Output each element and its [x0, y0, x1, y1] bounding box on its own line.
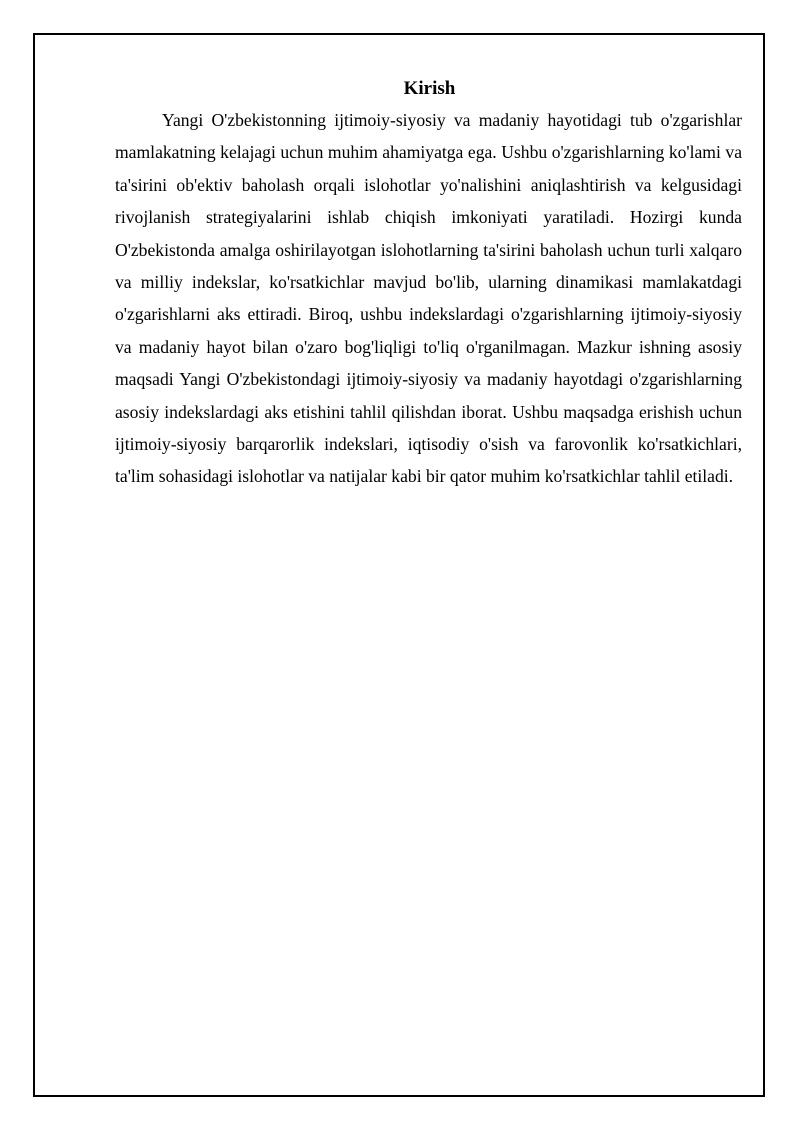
section-title: Kirish: [403, 78, 456, 99]
intro-paragraph: Yangi O'zbekistonning ijtimoiy-siyosiy va madaniy hayotidagi tub o'zgarishlar mamlakatning kelajagi uchun muhim ahamiyatga ega. Ushbu o'zgarishlarning ko'lami va ta'sirini ob'ektiv baholash orqali islohotlar yo'nalishini aniqlashtirish va kelgusidagi rivojlanish strategiyalarini ishlab chiqish imkoniyati yaratiladi. Hozirgi kunda O'zbekistonda amalga oshirilayotgan islohotlarning ta'sirini baholash uchun turli xalqaro va milliy indekslar, ko'rsatkichlar mavjud bo'lib, ularning dinamikasi mamlakatdagi o'zgarishlarni aks ettiradi. Biroq, ushbu indekslardagi o'zgarishlarning ijtimoiy-siyosiy va madaniy hayot bilan o'zaro bog'liqligi to'liq o'rganilmagan. Mazkur ishning asosiy maqsadi Yangi O'zbekistondagi ijtimoiy-siyosiy va madaniy hayotdagi o'zgarishlarning asosiy indekslardagi aks etishini tahlil qilishdan iborat. Ushbu maqsadga erishish uchun ijtimoiy-siyosiy barqarorlik indekslari, iqtisodiy o'sish va farovonlik ko'rsatkichlari, ta'lim sohasidagi islohotlar va natijalar kabi bir qator muhim ko'rsatkichlar tahlil etiladi.: [115, 110, 742, 487]
page-content: [115, 74, 742, 493]
